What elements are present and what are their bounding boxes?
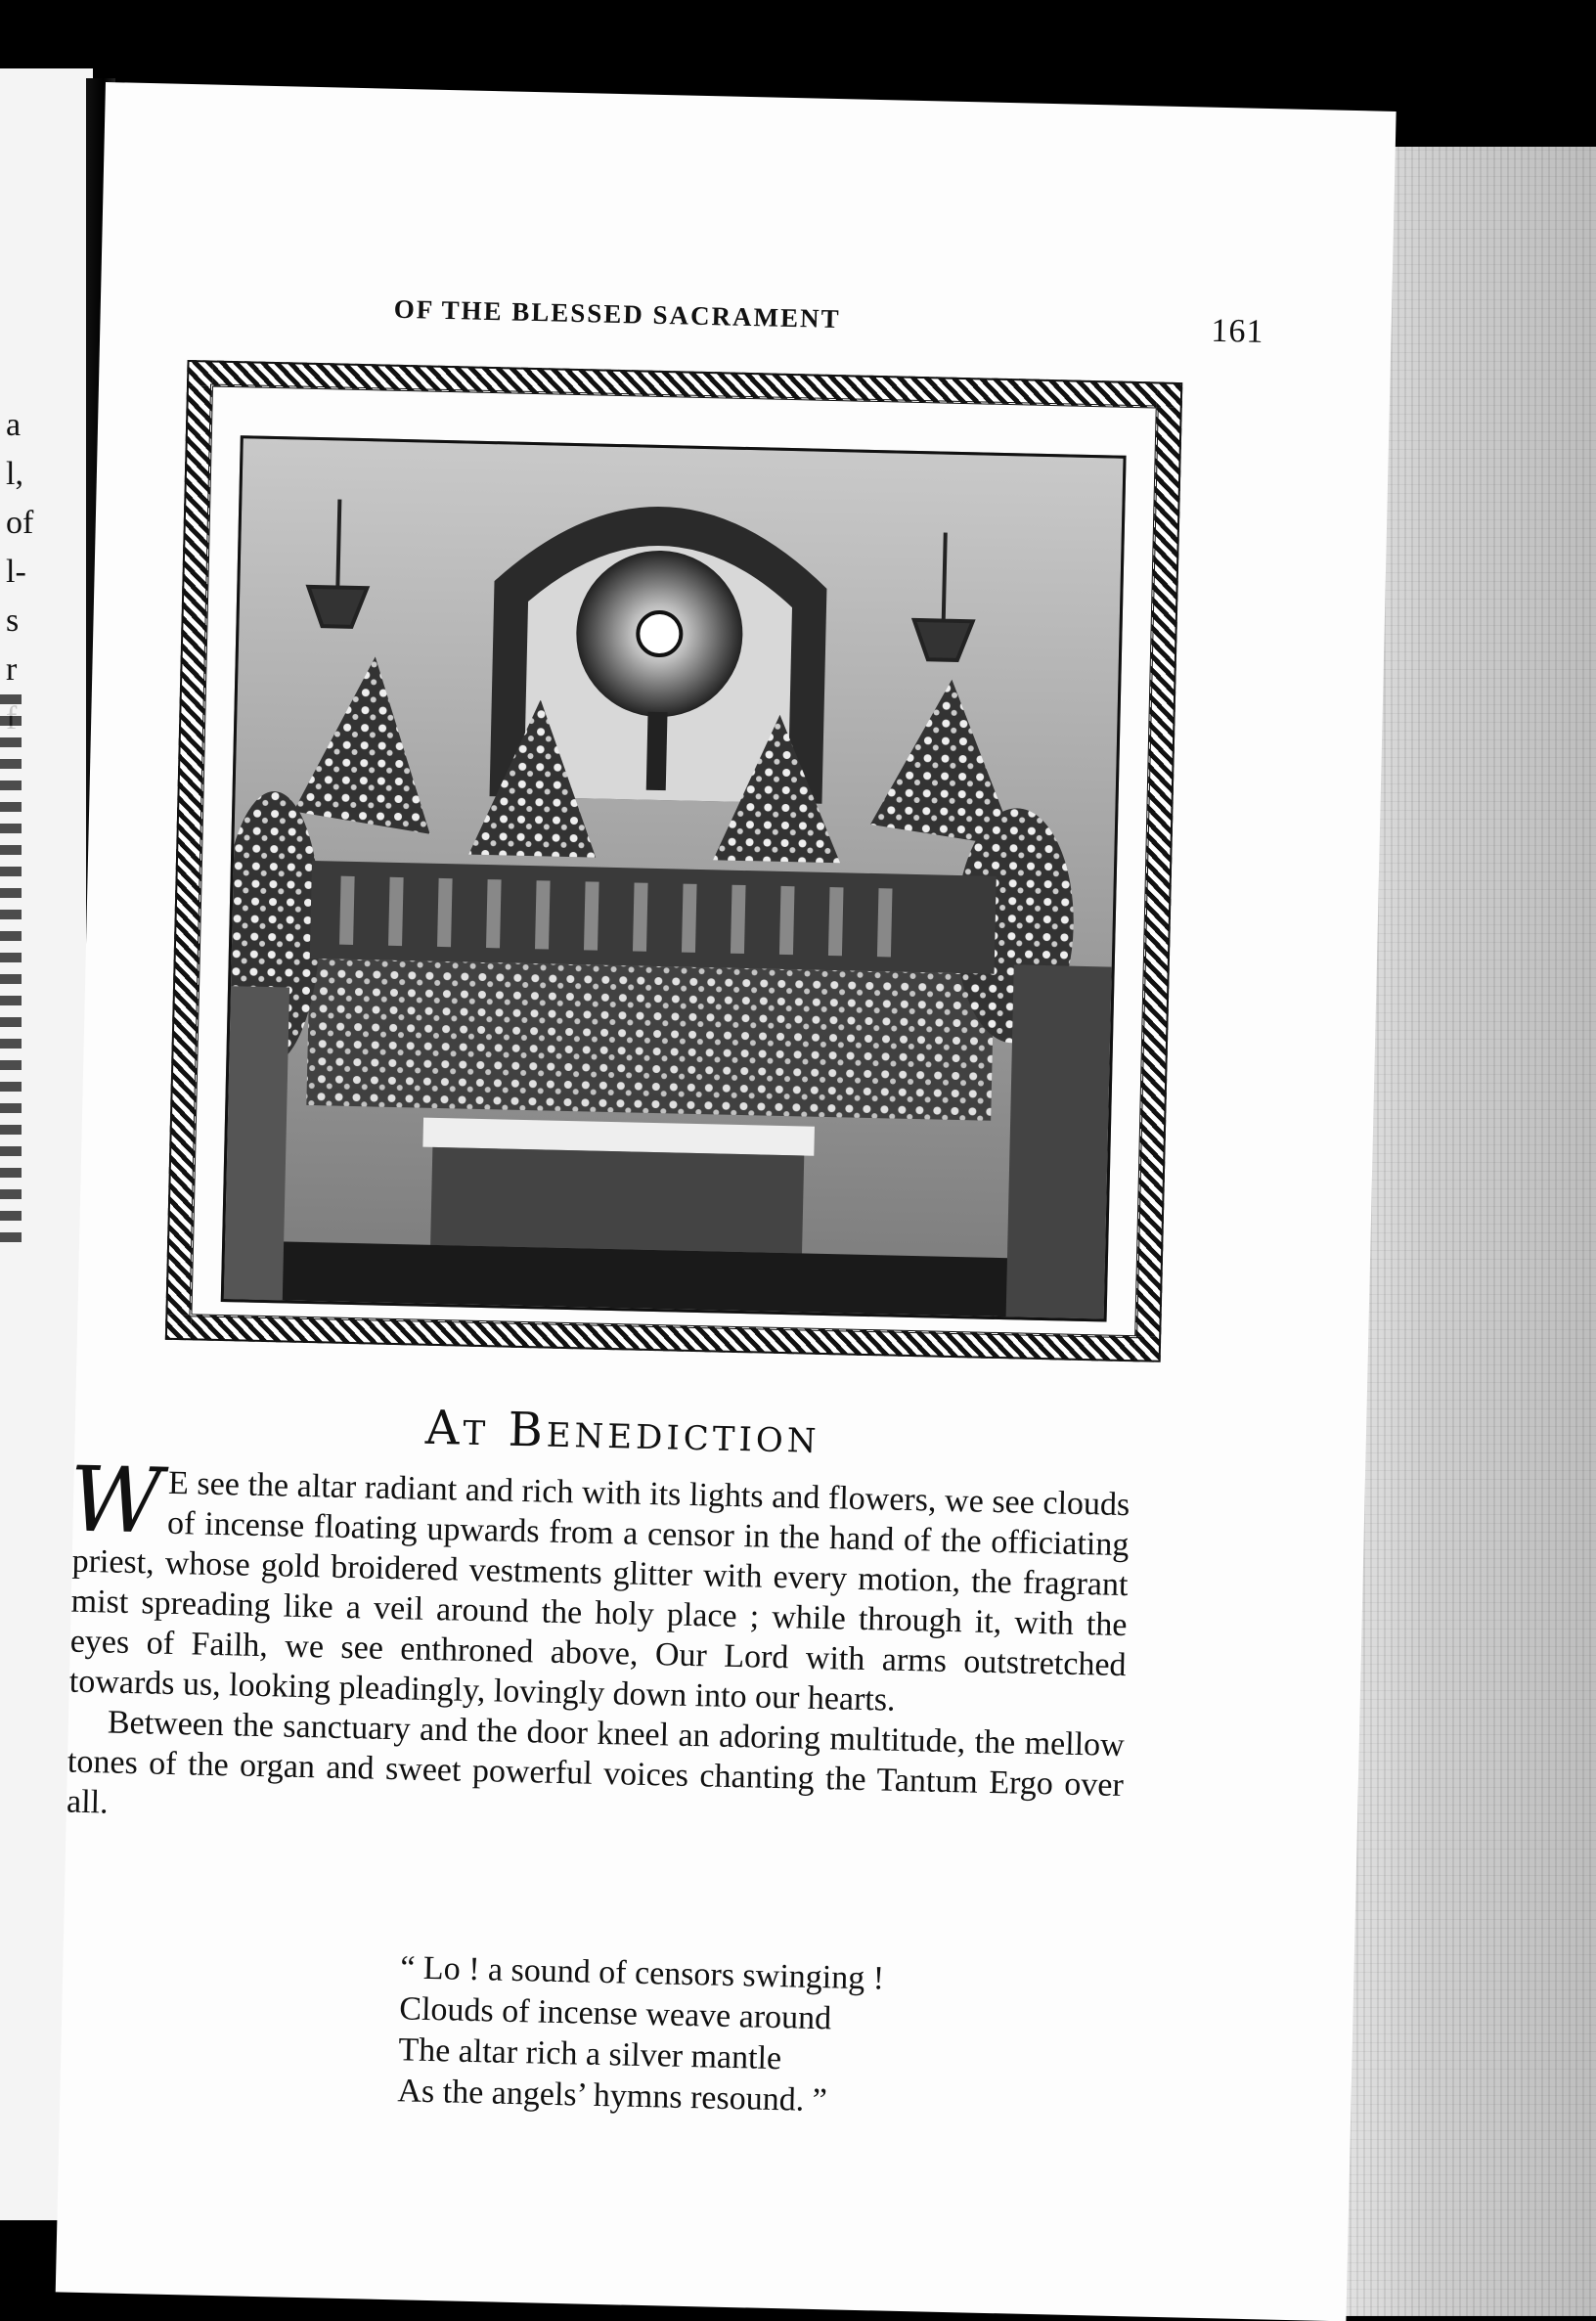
poem-line: The altar rich a silver mantle [398, 2031, 782, 2077]
drop-cap: W [67, 1447, 163, 1554]
poem-line: As the angels’ hymns resound. ” [397, 2073, 828, 2120]
running-title: OF THE BLESSED SACRAMENT [393, 293, 841, 335]
ornamental-frame [165, 360, 1182, 1362]
fragment: of [6, 505, 34, 541]
poem-line: Clouds of incense weave around [398, 1990, 832, 2037]
fragment: l, [6, 456, 23, 492]
fragment: r [6, 651, 18, 688]
paragraph-2: Between the sanctuary and the door kneel an adoring multitude, the mellow tones of the organ and sweet powerful voices chanting the Tantum Ergo over all. [66, 1704, 1126, 1821]
paragraph-1 [67, 1447, 1130, 1725]
running-header [393, 293, 1264, 350]
page-number: 161 [1211, 312, 1264, 350]
book-page [56, 82, 1396, 2321]
left-page-text-fragments [6, 401, 45, 743]
poem-line: “ Lo ! a sound of censors swinging ! [399, 1949, 885, 1997]
altar-photograph [221, 435, 1127, 1321]
paragraph-1-text: E see the altar radiant and rich with its lights and flowers, we see clouds of incense floating upwards from a censor in the hand of the officiating priest, whose gold broidered vestments glitter with every motion, the fragrant mist spreading like a veil around the holy place ; while through it, with the eyes of Failh, we see enthroned above, Our Lord with arms outstretched towards us, looking pleadingly, lovingly down into our hearts. [68, 1464, 1130, 1718]
fragment: a [6, 407, 22, 443]
section-heading: At Benediction [424, 1400, 821, 1464]
fragment: s [6, 603, 20, 639]
poem-quote [397, 1947, 1086, 2127]
article-body [66, 1447, 1130, 1846]
left-page-ornament [0, 694, 22, 1242]
altar-scene-image [224, 438, 1124, 1318]
fragment: l- [6, 554, 26, 590]
